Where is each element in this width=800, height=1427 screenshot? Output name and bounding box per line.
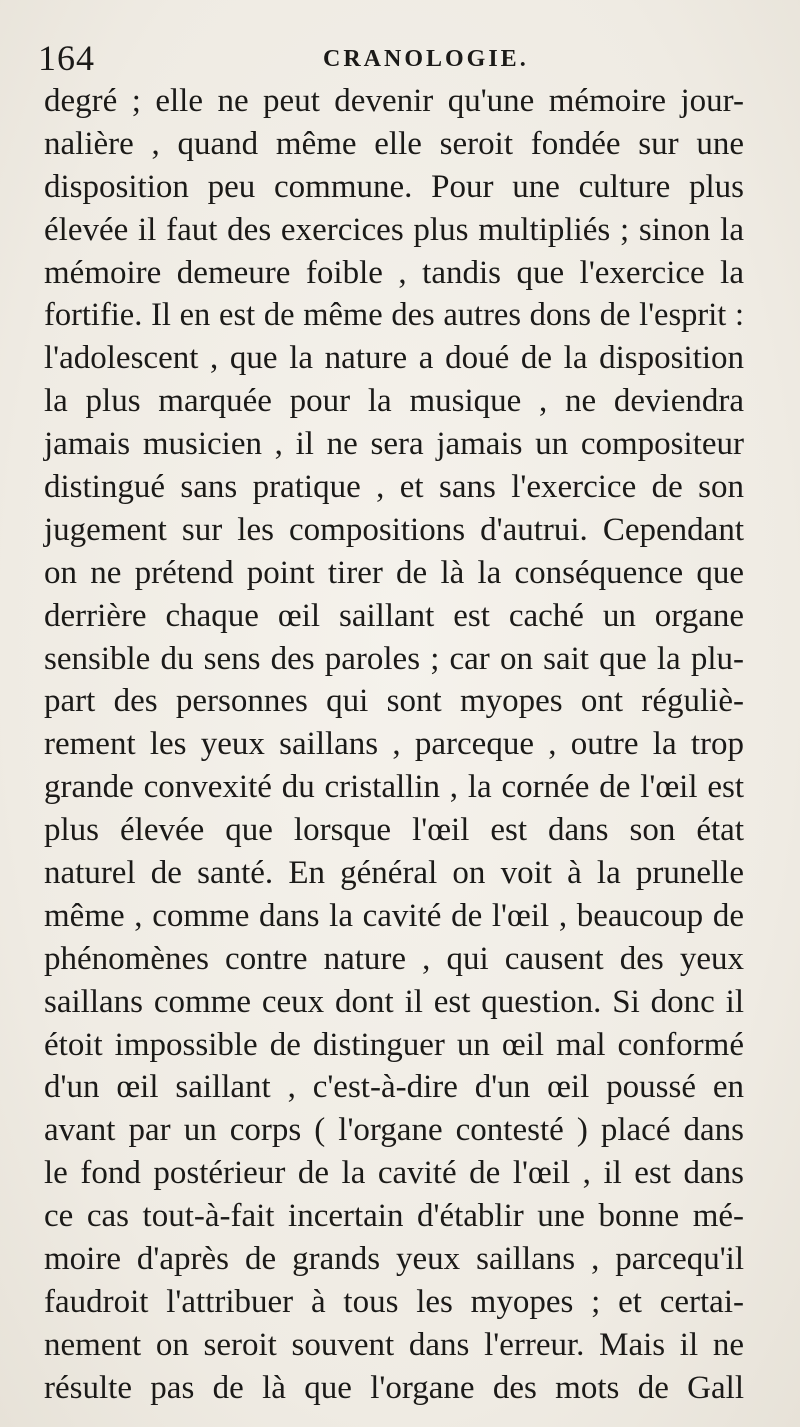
running-title: CRANOLOGIE. bbox=[323, 46, 529, 72]
text-line: le fond postérieur de la cavité de l'œil , il est dans bbox=[44, 1155, 744, 1192]
text-line: nement on seroit souvent dans l'erreur. Mais il ne bbox=[44, 1326, 744, 1363]
text-line: ce cas tout-à-fait incertain d'établir une bonne mé- bbox=[44, 1198, 744, 1235]
text-line: moire d'après de grands yeux saillans , parcequ'il bbox=[44, 1241, 744, 1278]
text-line: saillans comme ceux dont il est question. Si donc il bbox=[44, 983, 744, 1020]
text-line: fortifie. Il en est de même des autres dons de l'esprit : bbox=[44, 297, 744, 334]
text-line: sensible du sens des paroles ; car on sait que la plu- bbox=[44, 640, 744, 677]
text-line: derrière chaque œil saillant est caché un organe bbox=[44, 597, 744, 634]
text-line: distingué sans pratique , et sans l'exercice de son bbox=[44, 469, 744, 506]
text-line: l'adolescent , que la nature a doué de la disposition bbox=[44, 340, 744, 377]
text-line: disposition peu commune. Pour une culture plus bbox=[44, 168, 744, 205]
text-line: même , comme dans la cavité de l'œil , beaucoup de bbox=[44, 897, 744, 934]
text-line: d'un œil saillant , c'est-à-dire d'un œil poussé en bbox=[44, 1069, 744, 1106]
text-line: plus élevée que lorsque l'œil est dans son état bbox=[44, 812, 744, 849]
text-line: étoit impossible de distinguer un œil mal conformé bbox=[44, 1026, 744, 1063]
body-text bbox=[44, 80, 744, 1410]
text-line: grande convexité du cristallin , la cornée de l'œil est bbox=[44, 769, 744, 806]
text-line: faudroit l'attribuer à tous les myopes ; et certai- bbox=[44, 1283, 744, 1320]
running-head bbox=[38, 38, 760, 78]
text-line: on ne prétend point tirer de là la conséquence que bbox=[44, 554, 744, 591]
text-line: jugement sur les compositions d'autrui. Cependant bbox=[44, 511, 744, 548]
text-line: résulte pas de là que l'organe des mots de Gall bbox=[44, 1369, 744, 1406]
text-line: élevée il faut des exercices plus multipliés ; sinon la bbox=[44, 211, 744, 248]
text-line: part des personnes qui sont myopes ont réguliè- bbox=[44, 683, 744, 720]
text-line: nalière , quand même elle seroit fondée sur une bbox=[44, 125, 744, 162]
text-line: degré ; elle ne peut devenir qu'une mémoire jour- bbox=[44, 83, 744, 119]
text-line: rement les yeux saillans , parceque , outre la trop bbox=[44, 726, 744, 763]
text-line: la plus marquée pour la musique , ne deviendra bbox=[44, 383, 744, 420]
text-line: mémoire demeure foible , tandis que l'exercice la bbox=[44, 254, 744, 291]
text-line: phénomènes contre nature , qui causent des yeux bbox=[44, 940, 744, 977]
text-line: jamais musicien , il ne sera jamais un compositeur bbox=[44, 426, 744, 463]
page-number: 164 bbox=[38, 38, 95, 78]
text-line: naturel de santé. En général on voit à la prunelle bbox=[44, 855, 744, 892]
text-line: avant par un corps ( l'organe contesté ) placé dans bbox=[44, 1112, 744, 1149]
